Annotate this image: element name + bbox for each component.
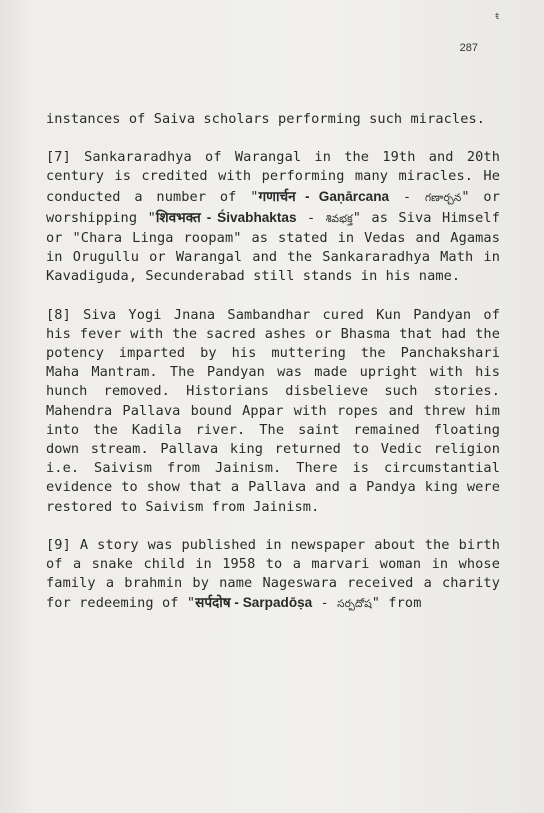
telugu-term: శివభక్త	[325, 212, 353, 225]
body-text	[46, 110, 500, 634]
transliterated-term: Śivabhaktas	[217, 209, 297, 225]
corner-mark: ŧ	[494, 12, 500, 22]
separator: -	[312, 595, 338, 612]
paragraph-7	[46, 148, 500, 286]
paragraph-text: [7] Sankararadhya of Warangal in the 19th and 20th century is credited with performing many miracles. He conducted a number of "	[46, 149, 500, 205]
separator: -	[296, 209, 326, 226]
telugu-term: గణార్చన	[424, 191, 462, 204]
separator: -	[389, 188, 425, 205]
devanagari-term: शिवभक्त	[155, 209, 201, 225]
paragraph-text: " from	[371, 595, 422, 612]
paragraph-8	[46, 306, 500, 517]
devanagari-term: सर्पदोष	[195, 595, 231, 611]
separator: -	[295, 188, 319, 204]
telugu-term: సర్పదోష	[337, 598, 372, 611]
paragraph-text: " or worshipping "	[46, 188, 500, 226]
paragraph-continued	[46, 110, 500, 129]
transliterated-term: Sarpadōṣa	[242, 595, 313, 611]
paragraph-text: " as Siva Himself or "Chara Linga roopam" as stated in Vedas and Agamas in Orugullu or Warangal and the Sankararadhya Math in Kavadiguda, Secunderabad still stands in his name.	[46, 209, 500, 285]
devanagari-term: गणार्चन	[258, 188, 296, 204]
transliterated-term: Gaṇārcana	[318, 188, 390, 204]
paragraph-text: [9] A story was published in newspaper about the birth of a snake child in 1958 to a marvari woman in whose family a brahmin by name Nageswara received a charity for redeeming of "	[46, 536, 500, 612]
page-number: 287	[459, 42, 478, 54]
separator: -	[230, 595, 243, 611]
paragraph-text: [8] Siva Yogi Jnana Sambandhar cured Kun Pandyan of his fever with the sacred ashes or Bhasma that had the potency imparted by his muttering the Panchakshari Maha Mantram. The Pandyan was made upright with his hunch removed. Historians disbelieve such stories. Mahendra Pallava bound Appar with ropes and threw him into the Kadila river. The saint remained floating down stream. Pallava king returned to Vedic religion i.e. Saivism from Jainism. There is circumstantial evidence to show that a Pallava and a Pandya king were restored to Saivism from Jainism.	[46, 306, 500, 515]
separator: -	[200, 209, 218, 225]
paragraph-9	[46, 536, 500, 615]
paragraph-text: instances of Saiva scholars performing such miracles.	[46, 111, 486, 127]
